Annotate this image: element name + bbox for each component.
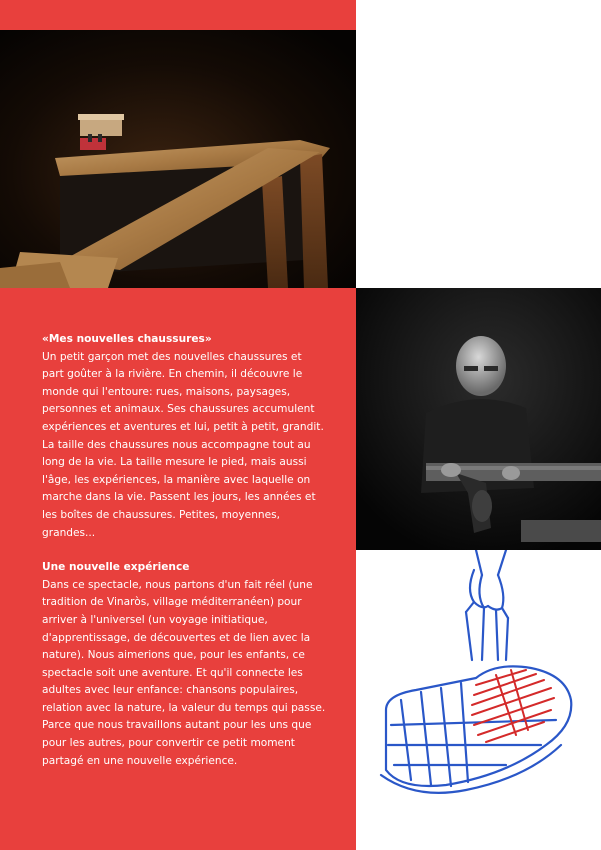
section1-paragraph2: La taille des chaussures nous accompagne tout au long de la vie. La taille mesure le pied, mais aussi l'âge, les expériences, la manière avec laquelle on marche dans la vie. Passent les jours, les années et les boîtes de chaussures. Petites, moyennes, grandes...: [42, 438, 316, 539]
shoe-drawing: [356, 550, 601, 850]
section1-paragraph1: Un petit garçon met des nouvelles chaussures et part goûter à la rivière. En chemin, il découvre le monde qui l'entoure: rues, maisons, paysages, personnes et animaux. Ses chaussures accumulent expériences et aventures et lui, petit à petit, grandit.: [42, 350, 324, 433]
stage-photo: [0, 30, 356, 288]
section-title-new-shoes: «Mes nouvelles chaussures»: [42, 333, 212, 345]
section2-paragraph: Dans ce spectacle, nous partons d'un fait réel (une tradition de Vinaròs, village méditerranéen) pour arriver à l'universel (un voyage initiatique, d'apprentissage, de découvertes et de lien avec la nature). Nous aimerions que, pour les enfants, ce spectacle soit une aventure. Et qu'il connecte les adultes avec leur enfance: chansons populaires, relation avec la nature, la valeur du temps qui passe. Parce que nous travaillons autant pour les uns que pour les autres, pour convertir ce petit moment partagé en une nouvelle expérience.: [42, 578, 326, 767]
spacer: [42, 542, 326, 559]
actor-photo: [356, 288, 601, 550]
description-text: [42, 331, 326, 770]
section-title-new-experience: Une nouvelle expérience: [42, 561, 190, 574]
